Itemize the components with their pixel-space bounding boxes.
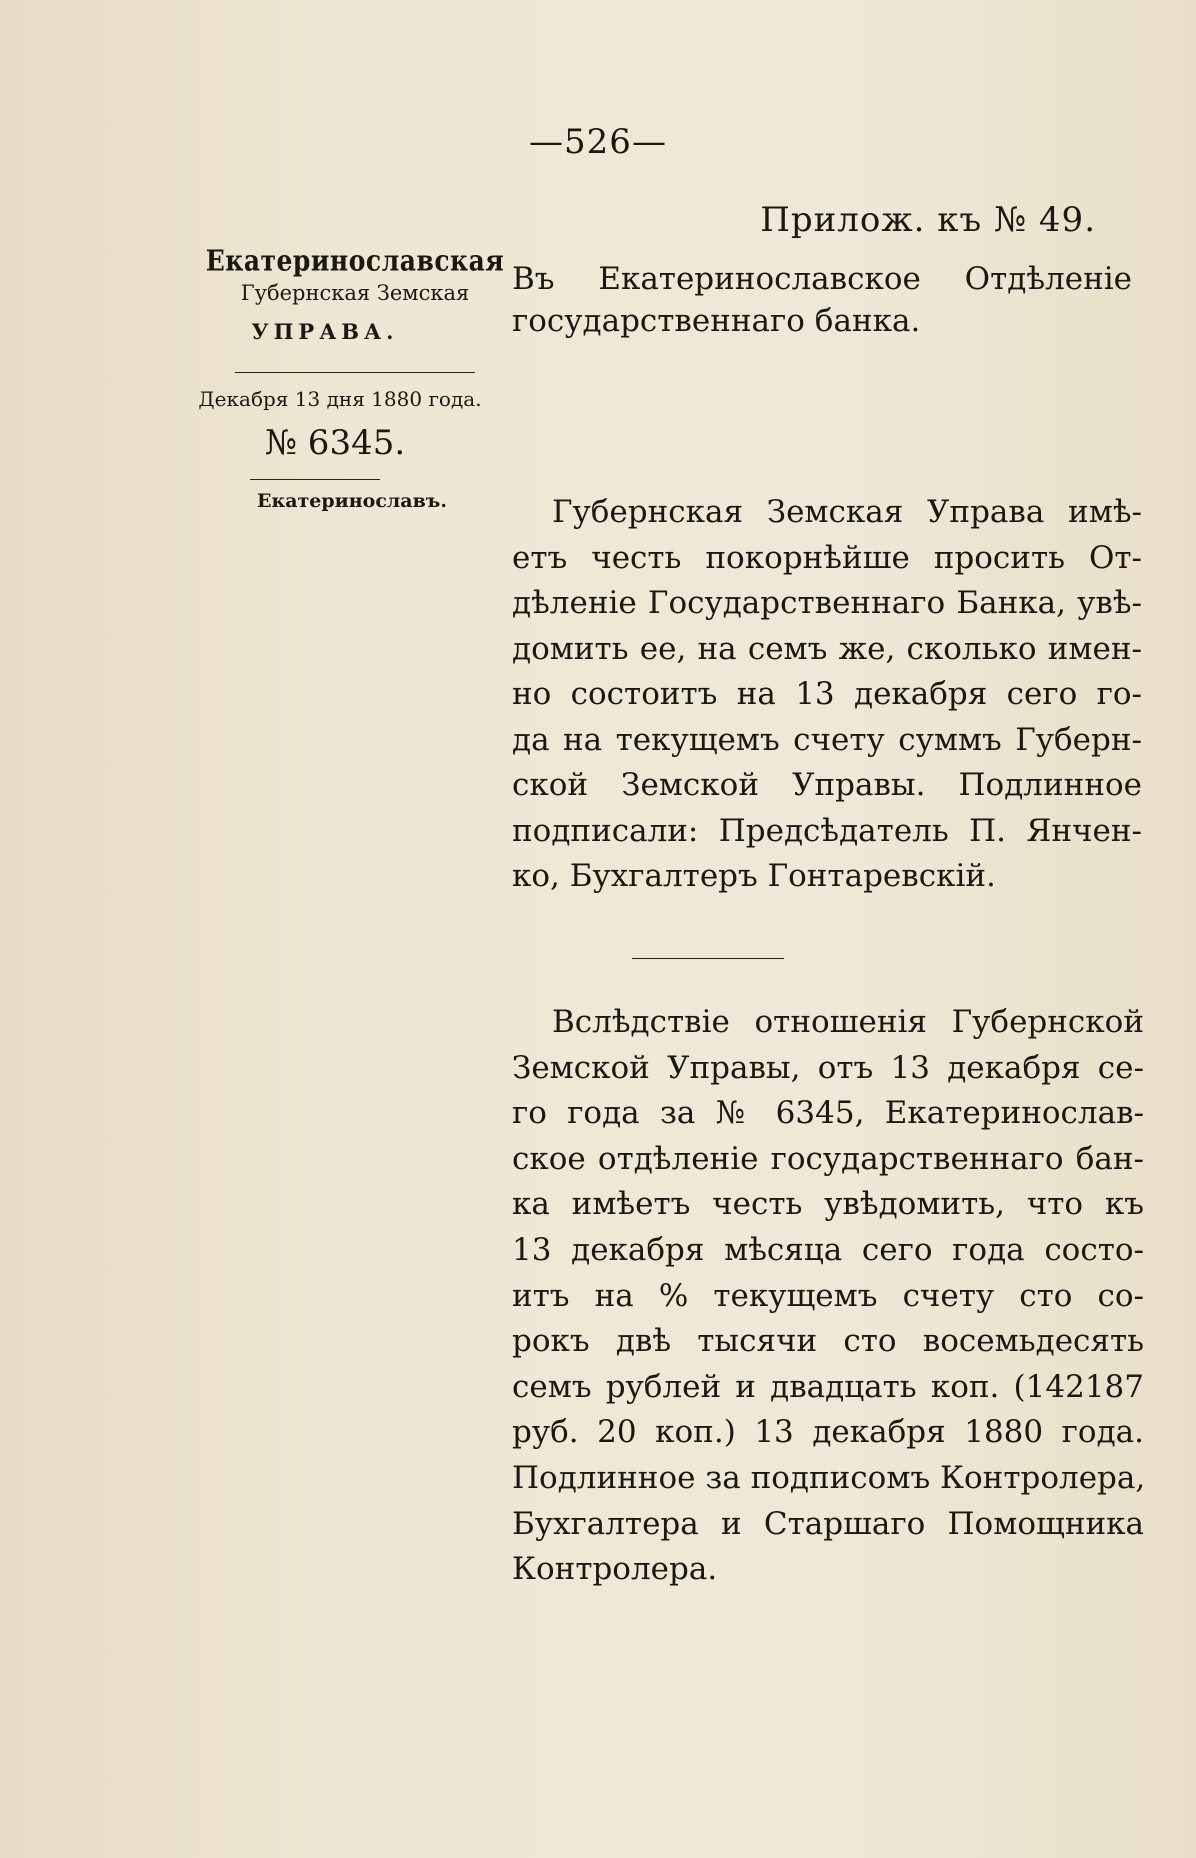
body-line: ское отдѣленіе государственнаго бан- — [512, 1140, 1144, 1177]
body-line: дѣленіе Государственнаго Банка, увѣ- — [512, 585, 1142, 621]
body-line: 13 декабря мѣсяца сего года состо- — [512, 1231, 1144, 1268]
body-line: ской Земской Управы. Подлинное — [512, 767, 1142, 803]
addressee-block — [512, 258, 1132, 342]
sender-divider — [235, 372, 475, 373]
letter-place: Екатеринославъ. — [257, 490, 447, 512]
body-line: Губернская Земская Управа имѣ- — [552, 494, 1142, 530]
body-line: Вслѣдствіе отношенія Губернской — [552, 1004, 1144, 1040]
letter-request-body — [512, 490, 1142, 900]
body-line: да на текущемъ счету суммъ Губерн- — [512, 721, 1142, 758]
body-line: го года за № 6345, Екатеринослав- — [512, 1095, 1144, 1132]
body-line: семъ рублей и двадцать коп. (142187 — [512, 1368, 1144, 1405]
body-line: Земской Управы, отъ 13 декабря се- — [512, 1049, 1144, 1086]
sender-block — [190, 243, 520, 512]
sender-name: Екатеринославская — [205, 243, 505, 278]
addressee-line: государственнаго банка. — [512, 303, 921, 339]
letter-date: Декабря 13 дня 1880 года. — [198, 387, 482, 411]
body-line: етъ честь покорнѣйше просить От- — [512, 539, 1142, 576]
body-line: домить ее, на семъ же, сколько имен- — [512, 630, 1142, 667]
letter-reply-body — [512, 1000, 1144, 1593]
body-line: подписали: Предсѣдатель П. Янчен- — [512, 812, 1142, 849]
appendix-reference: Прилож. къ № 49. — [760, 200, 1096, 240]
addressee-line: Въ Екатеринославское Отдѣленіе — [512, 261, 1132, 297]
body-line: рокъ двѣ тысячи сто восемьдесять — [512, 1323, 1144, 1360]
body-line: Контролера. — [512, 1551, 718, 1588]
body-line: Подлинное за подписомъ Контролера, — [512, 1459, 1146, 1496]
number-divider — [250, 479, 380, 480]
body-line: итъ на % текущемъ счету сто со- — [512, 1277, 1144, 1314]
body-line: руб. 20 коп.) 13 декабря 1880 года. — [512, 1414, 1144, 1451]
letter-number: № 6345. — [264, 423, 406, 463]
section-divider — [632, 958, 784, 959]
page-number: —526— — [529, 122, 667, 162]
body-line: Бухгалтера и Старшаго Помощника — [512, 1505, 1144, 1542]
sender-office: УПРАВА. — [251, 319, 399, 344]
body-line: но состоитъ на 13 декабря сего го- — [512, 676, 1142, 712]
body-line: ко, Бухгалтеръ Гонтаревскій. — [512, 858, 996, 894]
body-line: ка имѣетъ честь увѣдомить, что къ — [512, 1186, 1144, 1223]
sender-subtitle: Губернская Земская — [240, 281, 470, 305]
